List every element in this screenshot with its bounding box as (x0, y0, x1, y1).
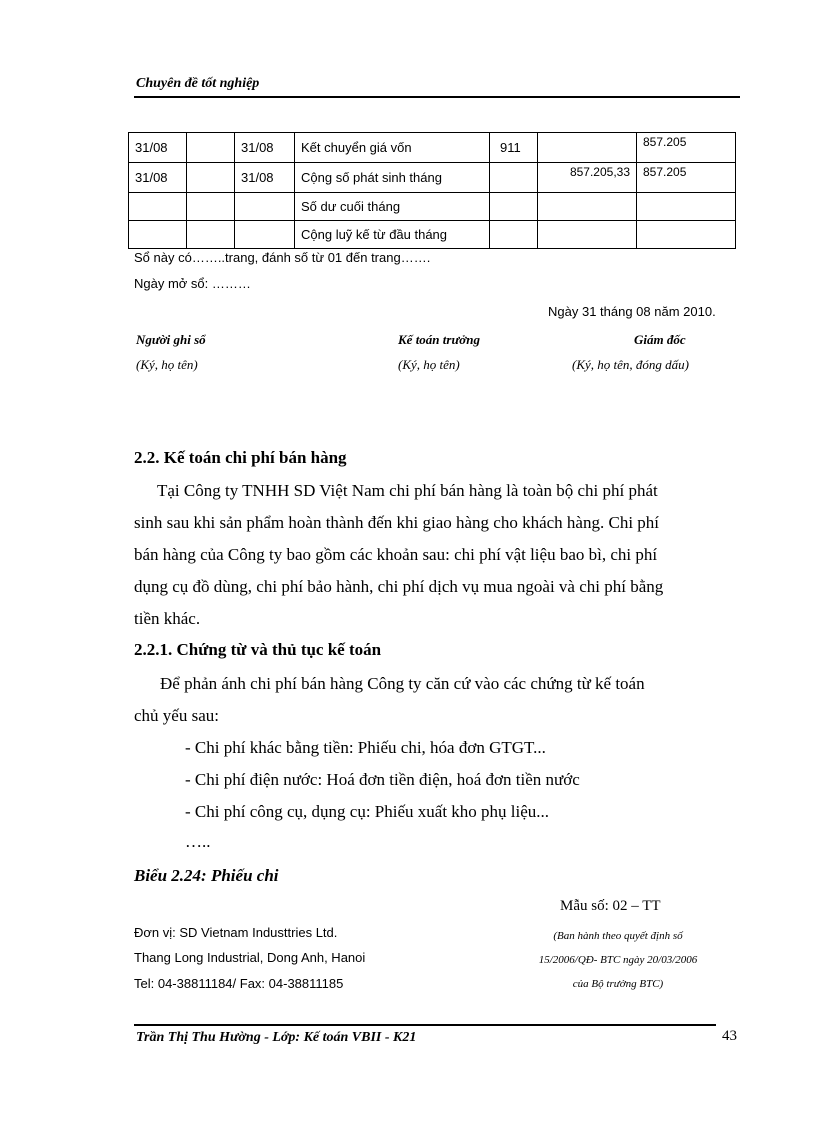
section-heading: 2.2. Kế toán chi phí bán hàng (134, 448, 347, 467)
signer-note: (Ký, họ tên) (398, 357, 460, 372)
signer-title: Người ghi sổ (136, 332, 206, 347)
table-cell: 31/08 (235, 163, 295, 193)
table-cell: 31/08 (129, 133, 187, 163)
table-cell: 857.205 (637, 163, 736, 193)
table-cell (187, 193, 235, 221)
paragraph-line: dụng cụ đồ dùng, chi phí bảo hành, chi phí dịch vụ mua ngoài và chi phí bằng (134, 577, 664, 596)
exhibit-title: Biểu 2.24: Phiếu chi (134, 866, 279, 885)
signer-chief-accountant (398, 332, 480, 348)
subsection-heading: 2.2.1. Chứng từ và thủ tục kế toán (134, 640, 382, 659)
table-cell (538, 193, 637, 221)
table-row (129, 193, 736, 221)
decision-line: (Ban hành theo quyết định số (553, 930, 683, 942)
table-cell (538, 133, 637, 163)
table-row (129, 163, 736, 193)
paragraph-line: sinh sau khi sản phẩm hoàn thành đến khi giao hàng cho khách hàng. Chi phí (134, 513, 660, 532)
table-cell (235, 193, 295, 221)
table-row (129, 221, 736, 249)
table-cell (187, 221, 235, 249)
signature-date: Ngày 31 tháng 08 năm 2010. (548, 304, 716, 319)
header-divider (134, 96, 740, 98)
table-cell (235, 221, 295, 249)
chief-note (398, 357, 460, 373)
decision-line: 15/2006/QĐ- BTC ngày 20/03/2006 (538, 954, 698, 966)
table-cell (187, 163, 235, 193)
company-unit: Đơn vị: SD Vietnam Industtries Ltd. (134, 925, 338, 940)
table-cell (490, 221, 538, 249)
table-cell: 857.205 (637, 133, 736, 163)
signer-title: Giám đốc (634, 332, 686, 347)
table-cell (129, 221, 187, 249)
table-cell: 911 (490, 133, 538, 163)
table-cell: Kết chuyển giá vốn (295, 133, 490, 163)
running-header-title: Chuyên đề tốt nghiệp (136, 76, 260, 91)
list-item: - Chi phí khác bằng tiền: Phiếu chi, hóa đơn GTGT... (185, 738, 546, 757)
list-item: - Chi phí công cụ, dụng cụ: Phiếu xuất kho phụ liệu... (185, 802, 550, 821)
signer-director (634, 332, 686, 348)
form-number: Mẫu số: 02 – TT (560, 898, 661, 914)
decision-note (506, 924, 730, 996)
paragraph-line: tiền khác. (134, 609, 201, 628)
table-cell: Cộng luỹ kế từ đầu tháng (295, 221, 490, 249)
list-item: - Chi phí điện nước: Hoá đơn tiền điện, hoá đơn tiền nước (185, 770, 580, 789)
ledger-table (128, 132, 736, 249)
table-cell (129, 193, 187, 221)
company-phone: Tel: 04-38811184/ Fax: 04-38811185 (134, 976, 344, 991)
paragraph-line: Để phản ánh chi phí bán hàng Công ty căn cứ vào các chứng từ kế toán (160, 674, 645, 693)
recorder-note (136, 357, 198, 373)
list-ellipsis: ….. (185, 832, 211, 851)
director-note (572, 357, 689, 373)
company-address: Thang Long Industrial, Dong Anh, Hanoi (134, 950, 366, 965)
table-cell: Cộng số phát sinh tháng (295, 163, 490, 193)
page-number: 43 (722, 1028, 737, 1044)
signer-title: Kế toán trưởng (398, 332, 480, 347)
signer-recorder (136, 332, 206, 348)
table-row (129, 133, 736, 163)
footer-author: Trần Thị Thu Hường - Lớp: Kế toán VBII - K21 (136, 1030, 417, 1045)
table-cell (187, 133, 235, 163)
table-cell: 857.205,33 (538, 163, 637, 193)
book-open-date: Ngày mở sổ: ……… (134, 276, 251, 291)
table-cell (637, 193, 736, 221)
table-cell (490, 163, 538, 193)
signer-note: (Ký, họ tên, đóng dấu) (572, 357, 689, 372)
table-cell (538, 221, 637, 249)
signer-note: (Ký, họ tên) (136, 357, 198, 372)
book-page-note: Sổ này có……..trang, đánh số từ 01 đến trang……. (134, 250, 431, 265)
paragraph-line: Tại Công ty TNHH SD Việt Nam chi phí bán hàng là toàn bộ chi phí phát (157, 481, 658, 500)
table-cell: Số dư cuối tháng (295, 193, 490, 221)
table-cell: 31/08 (235, 133, 295, 163)
table-cell (490, 193, 538, 221)
paragraph-line: bán hàng của Công ty bao gồm các khoản sau: chi phí vật liệu bao bì, chi phí (134, 545, 658, 564)
paragraph-line: chủ yếu sau: (134, 706, 219, 725)
decision-line: của Bộ trưởng BTC) (572, 978, 664, 990)
table-cell (637, 221, 736, 249)
footer-divider (134, 1024, 716, 1026)
table-cell: 31/08 (129, 163, 187, 193)
